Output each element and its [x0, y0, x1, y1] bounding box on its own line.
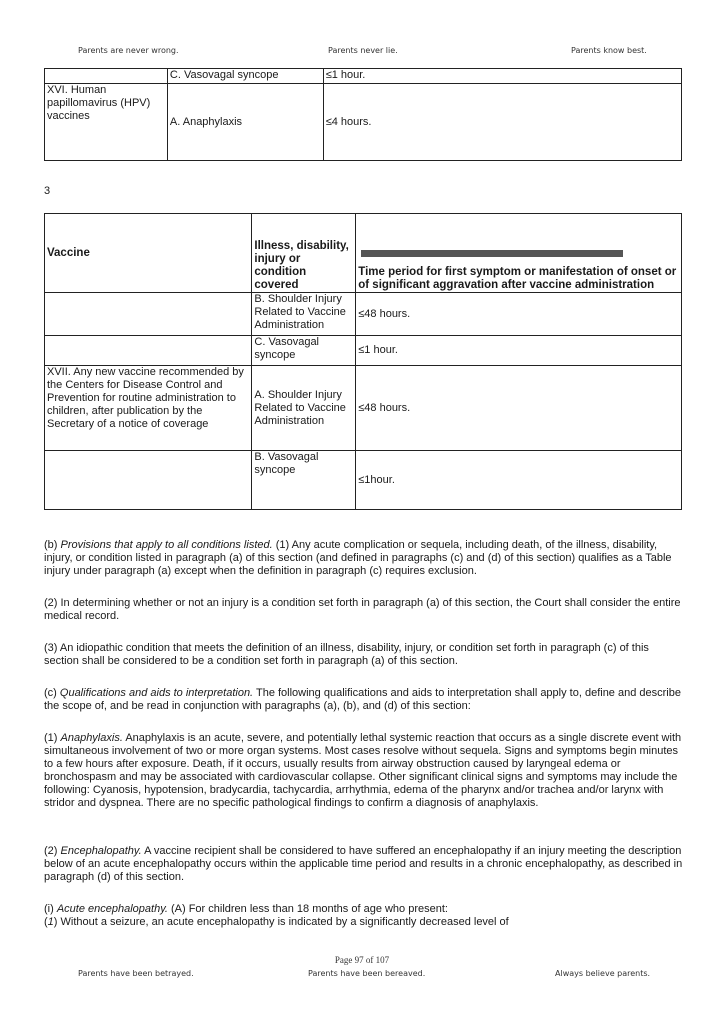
header-vaccine: Vaccine — [45, 214, 252, 293]
table-row — [45, 366, 682, 451]
header-time-period: Time period for first symptom or manifestation of onset or of significant aggravation after vaccine administration — [358, 266, 677, 291]
table-row — [45, 336, 682, 366]
footer-left: Parents have been betrayed. — [78, 969, 194, 978]
paragraph-prefix: (2) — [44, 845, 61, 857]
paragraph-b3: (3) An idiopathic condition that meets the definition of an illness, disability, injury, or condition set forth in paragraph (c) of this section shall be considered to be a condition set forth in paragraph (a) of this section. — [44, 642, 649, 667]
footer-center: Parents have been bereaved. — [308, 969, 426, 978]
vaccine-cell — [45, 336, 252, 366]
paragraph-heading: Acute encephalopathy. — [56, 903, 168, 915]
paragraph-number: 1 — [47, 916, 54, 928]
table-row — [45, 451, 682, 510]
vaccine-cell — [45, 293, 252, 336]
paragraph-heading: Encephalopathy. — [60, 845, 142, 857]
paragraph-prefix: (b) — [44, 539, 61, 551]
paragraph-prefix: (c) — [44, 687, 60, 699]
table-row — [45, 84, 682, 161]
redaction-bar — [361, 250, 623, 257]
header-right: Parents know best. — [571, 46, 647, 55]
time-cell: ≤1 hour. — [356, 336, 682, 366]
table-row — [45, 293, 682, 336]
paragraph-text: The following qualifications and aids to interpretation shall apply to, define and describe the scope of, and be read in conjunction with paragraphs (a), (b), and (d) of this section: — [44, 687, 681, 712]
paragraph-c — [44, 687, 684, 713]
time-cell: ≤1hour. — [356, 451, 682, 510]
paragraph-text: (A) For children less than 18 months of age who present: — [167, 903, 448, 915]
paragraph-text: Anaphylaxis is an acute, severe, and potentially lethal systemic reaction that occurs as a single discrete event with simultaneous involvement of two or more organ systems. Most cases resolve without sequela. Signs and symptoms begin minutes to a few hours after exposure. Death, if it occurs, usually results from airway obstruction caused by laryngeal edema or bronchospasm and may be associated with cardiovascular collapse. Other significant clinical signs and symptoms may include the following: Cyanosis, hypotension, bradycardia, tachycardia, arrhythmia, edema of the pharynx and/or trachea and/or larynx with stridor and dyspnea. There are no specific pathological findings to confirm a diagnosis of anaphylaxis. — [44, 732, 682, 809]
vaccine-cell — [45, 451, 252, 510]
paragraph-heading: Anaphylaxis. — [60, 732, 123, 744]
header-condition: Illness, disability, injury or condition covered — [252, 214, 356, 293]
time-cell: ≤1 hour. — [323, 69, 681, 84]
paragraph-heading: Qualifications and aids to interpretation. — [59, 687, 254, 699]
condition-cell: C. Vasovagal syncope — [252, 336, 356, 366]
table-row — [45, 69, 682, 84]
footer-right: Always believe parents. — [555, 969, 651, 978]
section-number: 3 — [44, 185, 51, 197]
condition-cell: B. Vasovagal syncope — [252, 451, 356, 510]
paragraph-heading: Provisions that apply to all conditions listed. — [60, 539, 273, 551]
table-header-row — [45, 214, 682, 293]
paragraph-c1-anaphylaxis — [44, 732, 684, 810]
time-cell: ≤48 hours. — [356, 293, 682, 336]
paragraph-ci-acute — [44, 903, 684, 929]
vaccine-cell — [45, 69, 168, 84]
paragraph-text: A vaccine recipient shall be considered to have suffered an encephalopathy if an injury meeting the description below of an acute encephalopathy occurs within the applicable time period and results in a chronic encephalopathy, as described in paragraph (d) of this section. — [44, 845, 683, 883]
condition-cell: B. Shoulder Injury Related to Vaccine Administration — [252, 293, 356, 336]
paragraph-c2-encephalopathy — [44, 845, 684, 884]
paragraph-b — [44, 539, 684, 578]
paragraph-prefix: (i) — [44, 903, 57, 915]
time-cell: ≤4 hours. — [323, 84, 681, 161]
table-vaccine-injury — [44, 213, 682, 510]
page-number: Page 97 of 107 — [334, 955, 390, 965]
paragraph-text: ) Without a seizure, an acute encephalopathy is indicated by a significantly decreased level of — [53, 916, 509, 928]
vaccine-cell: XVII. Any new vaccine recommended by the Centers for Disease Control and Prevention for routine administration to children, after publication by the Secretary of a notice of coverage — [45, 366, 252, 451]
table-hpv-continued — [44, 68, 682, 161]
paragraph-prefix: (1) — [44, 732, 61, 744]
paragraph-text: (1) Any acute complication or sequela, including death, of the illness, disability, injury, or condition listed in paragraph (a) of this section (and defined in paragraphs (c) and (d) of this section) qualifies as a Table injury under paragraph (a) except when the definition in paragraph (c) requires exclusion. — [44, 539, 672, 577]
header-left: Parents are never wrong. — [78, 46, 179, 55]
condition-cell: C. Vasovagal syncope — [167, 69, 323, 84]
header-center: Parents never lie. — [328, 46, 398, 55]
paragraph-b2: (2) In determining whether or not an injury is a condition set forth in paragraph (a) of this section, the Court shall consider the entire medical record. — [44, 597, 681, 622]
paragraph-prefix: ( — [44, 916, 48, 928]
time-cell: ≤48 hours. — [356, 366, 682, 451]
condition-cell: A. Shoulder Injury Related to Vaccine Administration — [252, 366, 356, 451]
condition-cell: A. Anaphylaxis — [167, 84, 323, 161]
vaccine-cell: XVI. Human papillomavirus (HPV) vaccines — [45, 84, 168, 161]
